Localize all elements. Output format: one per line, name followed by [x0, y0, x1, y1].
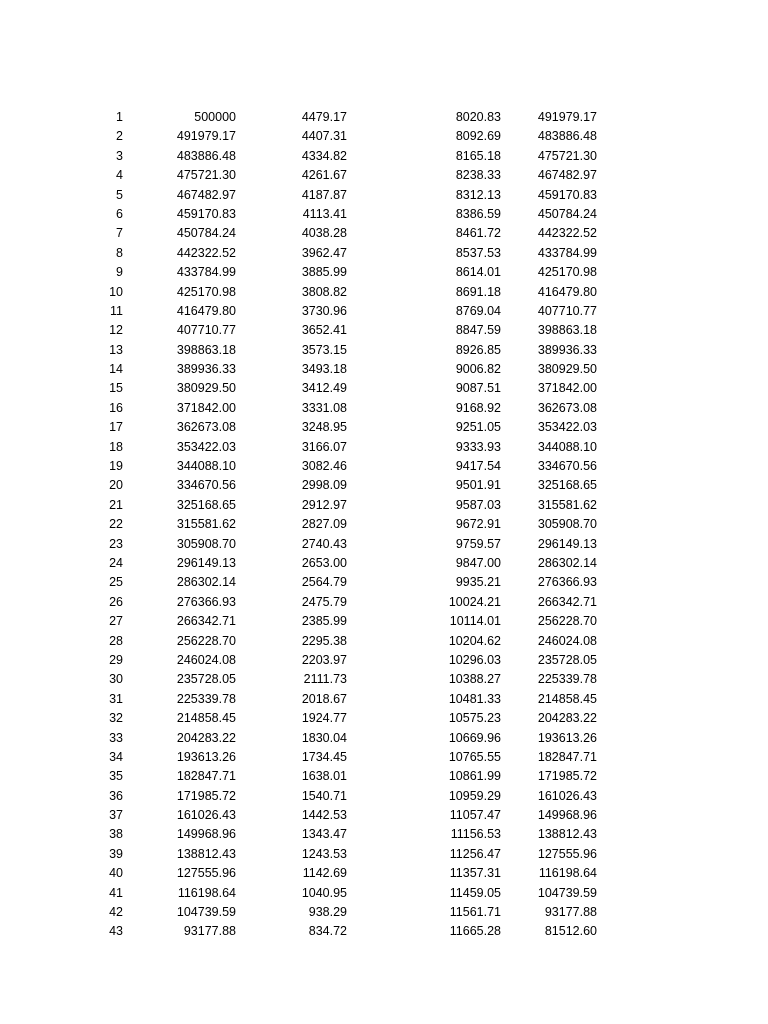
interest-cell: 2564.79 — [301, 575, 347, 590]
principal-cell: 8238.33 — [455, 168, 501, 183]
principal-cell: 8461.72 — [455, 226, 501, 241]
closing-balance-cell: 380929.50 — [537, 362, 597, 377]
principal-cell: 10959.29 — [448, 788, 501, 803]
interest-cell: 1734.45 — [301, 749, 347, 764]
period-cell: 6 — [116, 206, 123, 221]
table-row — [0, 244, 768, 263]
interest-cell: 3730.96 — [301, 303, 347, 318]
opening-balance-cell: 425170.98 — [176, 284, 236, 299]
table-row — [0, 205, 768, 224]
closing-balance-cell: 256228.70 — [537, 614, 597, 629]
opening-balance-cell: 266342.71 — [176, 614, 236, 629]
closing-balance-cell: 149968.96 — [537, 808, 597, 823]
period-cell: 16 — [109, 400, 123, 415]
table-row — [0, 496, 768, 515]
principal-cell: 8614.01 — [455, 265, 501, 280]
closing-balance-cell: 425170.98 — [537, 265, 597, 280]
period-cell: 41 — [109, 885, 123, 900]
table-row — [0, 651, 768, 670]
principal-cell: 11057.47 — [449, 808, 501, 823]
period-cell: 32 — [109, 711, 123, 726]
interest-cell: 2740.43 — [301, 536, 347, 551]
interest-cell: 1343.47 — [301, 827, 347, 842]
opening-balance-cell: 149968.96 — [176, 827, 236, 842]
opening-balance-cell: 116198.64 — [177, 885, 236, 900]
interest-cell: 4187.87 — [301, 187, 347, 202]
opening-balance-cell: 467482.97 — [176, 187, 236, 202]
closing-balance-cell: 116198.64 — [538, 866, 597, 881]
principal-cell: 9672.91 — [455, 517, 501, 532]
table-row — [0, 438, 768, 457]
closing-balance-cell: 467482.97 — [537, 168, 597, 183]
closing-balance-cell: 491979.17 — [537, 110, 597, 124]
closing-balance-cell: 235728.05 — [537, 652, 597, 667]
opening-balance-cell: 182847.71 — [176, 769, 236, 784]
opening-balance-cell: 442322.52 — [176, 245, 236, 260]
principal-cell: 8092.69 — [455, 129, 501, 144]
table-row — [0, 593, 768, 612]
table-row — [0, 806, 768, 825]
interest-cell: 2018.67 — [301, 691, 347, 706]
interest-cell: 4113.41 — [302, 206, 347, 221]
interest-cell: 1540.71 — [301, 788, 347, 803]
table-row — [0, 360, 768, 379]
interest-cell: 4038.28 — [301, 226, 347, 241]
closing-balance-cell: 305908.70 — [537, 517, 597, 532]
principal-cell: 11665.28 — [449, 924, 501, 939]
opening-balance-cell: 204283.22 — [176, 730, 236, 745]
principal-cell: 10669.96 — [448, 730, 501, 745]
period-cell: 17 — [109, 420, 123, 435]
opening-balance-cell: 225339.78 — [176, 691, 236, 706]
table-row — [0, 263, 768, 282]
period-cell: 38 — [109, 827, 123, 842]
table-row — [0, 748, 768, 767]
table-row — [0, 864, 768, 883]
period-cell: 37 — [109, 808, 123, 823]
period-cell: 24 — [109, 555, 123, 570]
principal-cell: 11459.05 — [449, 885, 501, 900]
table-row — [0, 632, 768, 651]
opening-balance-cell: 214858.45 — [176, 711, 236, 726]
interest-cell: 3652.41 — [301, 323, 347, 338]
interest-cell: 3573.15 — [301, 342, 347, 357]
table-row — [0, 690, 768, 709]
closing-balance-cell: 266342.71 — [537, 594, 597, 609]
opening-balance-cell: 433784.99 — [176, 265, 236, 280]
interest-cell: 3331.08 — [301, 400, 347, 415]
interest-cell: 3082.46 — [301, 459, 347, 474]
interest-cell: 2295.38 — [301, 633, 347, 648]
principal-cell: 10575.23 — [448, 711, 501, 726]
interest-cell: 1638.01 — [301, 769, 347, 784]
opening-balance-cell: 325168.65 — [176, 497, 236, 512]
interest-cell: 4334.82 — [301, 148, 347, 163]
closing-balance-cell: 182847.71 — [537, 749, 597, 764]
principal-cell: 11156.53 — [450, 827, 501, 842]
interest-cell: 2653.00 — [301, 555, 347, 570]
closing-balance-cell: 483886.48 — [537, 129, 597, 144]
period-cell: 4 — [116, 168, 123, 183]
table-row — [0, 612, 768, 631]
opening-balance-cell: 246024.08 — [176, 652, 236, 667]
closing-balance-cell: 407710.77 — [537, 303, 597, 318]
interest-cell: 2111.73 — [303, 672, 347, 687]
opening-balance-cell: 296149.13 — [176, 555, 236, 570]
interest-cell: 3962.47 — [301, 245, 347, 260]
table-row — [0, 729, 768, 748]
period-cell: 39 — [109, 846, 123, 861]
period-cell: 1 — [116, 110, 123, 124]
principal-cell: 8165.18 — [455, 148, 501, 163]
opening-balance-cell: 127555.96 — [176, 866, 236, 881]
table-row — [0, 670, 768, 689]
table-row — [0, 166, 768, 185]
table-row — [0, 787, 768, 806]
period-cell: 42 — [109, 905, 123, 920]
closing-balance-cell: 127555.96 — [537, 846, 597, 861]
opening-balance-cell: 138812.43 — [176, 846, 236, 861]
closing-balance-cell: 171985.72 — [537, 769, 597, 784]
principal-cell: 10114.01 — [449, 614, 501, 629]
principal-cell: 11561.71 — [449, 905, 501, 920]
table-row — [0, 379, 768, 398]
interest-cell: 2998.09 — [301, 478, 347, 493]
closing-balance-cell: 315581.62 — [537, 497, 597, 512]
table-row — [0, 554, 768, 573]
period-cell: 14 — [109, 362, 123, 377]
opening-balance-cell: 416479.80 — [176, 303, 236, 318]
period-cell: 3 — [116, 148, 123, 163]
closing-balance-cell: 104739.59 — [537, 885, 597, 900]
closing-balance-cell: 325168.65 — [537, 478, 597, 493]
opening-balance-cell: 171985.72 — [176, 788, 236, 803]
principal-cell: 8847.59 — [455, 323, 501, 338]
principal-cell: 11357.31 — [449, 866, 501, 881]
table-row — [0, 457, 768, 476]
principal-cell: 9333.93 — [455, 439, 501, 454]
principal-cell: 9417.54 — [455, 459, 501, 474]
period-cell: 12 — [109, 323, 123, 338]
interest-cell: 3808.82 — [301, 284, 347, 299]
opening-balance-cell: 362673.08 — [176, 420, 236, 435]
closing-balance-cell: 442322.52 — [537, 226, 597, 241]
closing-balance-cell: 362673.08 — [537, 400, 597, 415]
period-cell: 34 — [109, 749, 123, 764]
opening-balance-cell: 344088.10 — [176, 459, 236, 474]
closing-balance-cell: 344088.10 — [537, 439, 597, 454]
period-cell: 8 — [116, 245, 123, 260]
principal-cell: 8386.59 — [455, 206, 501, 221]
period-cell: 35 — [109, 769, 123, 784]
period-cell: 31 — [109, 691, 123, 706]
closing-balance-cell: 450784.24 — [537, 206, 597, 221]
closing-balance-cell: 214858.45 — [537, 691, 597, 706]
principal-cell: 10861.99 — [448, 769, 501, 784]
principal-cell: 10204.62 — [448, 633, 501, 648]
table-row — [0, 767, 768, 786]
principal-cell: 9935.21 — [455, 575, 501, 590]
interest-cell: 3493.18 — [301, 362, 347, 377]
table-row — [0, 108, 768, 127]
closing-balance-cell: 138812.43 — [537, 827, 597, 842]
table-row — [0, 186, 768, 205]
closing-balance-cell: 246024.08 — [537, 633, 597, 648]
closing-balance-cell: 398863.18 — [537, 323, 597, 338]
period-cell: 40 — [109, 866, 123, 881]
interest-cell: 2475.79 — [301, 594, 347, 609]
principal-cell: 9006.82 — [455, 362, 501, 377]
opening-balance-cell: 353422.03 — [176, 439, 236, 454]
opening-balance-cell: 491979.17 — [176, 129, 236, 144]
table-row — [0, 573, 768, 592]
principal-cell: 10388.27 — [448, 672, 501, 687]
interest-cell: 4261.67 — [301, 168, 347, 183]
principal-cell: 10296.03 — [448, 652, 501, 667]
period-cell: 29 — [109, 652, 123, 667]
principal-cell: 8926.85 — [455, 342, 501, 357]
period-cell: 20 — [109, 478, 123, 493]
closing-balance-cell: 334670.56 — [537, 459, 597, 474]
closing-balance-cell: 161026.43 — [537, 788, 597, 803]
period-cell: 2 — [116, 129, 123, 144]
period-cell: 10 — [109, 284, 123, 299]
period-cell: 21 — [109, 497, 123, 512]
opening-balance-cell: 334670.56 — [176, 478, 236, 493]
interest-cell: 2203.97 — [301, 652, 347, 667]
period-cell: 11 — [110, 303, 123, 318]
interest-cell: 4479.17 — [301, 110, 347, 124]
interest-cell: 3885.99 — [301, 265, 347, 280]
principal-cell: 8020.83 — [455, 110, 501, 124]
table-row — [0, 845, 768, 864]
opening-balance-cell: 193613.26 — [176, 749, 236, 764]
period-cell: 15 — [109, 381, 123, 396]
interest-cell: 2912.97 — [301, 497, 347, 512]
opening-balance-cell: 380929.50 — [176, 381, 236, 396]
principal-cell: 8537.53 — [455, 245, 501, 260]
table-row — [0, 321, 768, 340]
period-cell: 36 — [109, 788, 123, 803]
table-row — [0, 535, 768, 554]
opening-balance-cell: 459170.83 — [176, 206, 236, 221]
period-cell: 18 — [109, 439, 123, 454]
table-row — [0, 224, 768, 243]
opening-balance-cell: 256228.70 — [176, 633, 236, 648]
amortization-table — [0, 108, 768, 942]
table-row — [0, 476, 768, 495]
principal-cell: 9587.03 — [455, 497, 501, 512]
opening-balance-cell: 500000 — [194, 110, 236, 124]
closing-balance-cell: 276366.93 — [537, 575, 597, 590]
opening-balance-cell: 161026.43 — [176, 808, 236, 823]
table-row — [0, 127, 768, 146]
closing-balance-cell: 416479.80 — [537, 284, 597, 299]
closing-balance-cell: 459170.83 — [537, 187, 597, 202]
principal-cell: 8691.18 — [455, 284, 501, 299]
table-row — [0, 399, 768, 418]
interest-cell: 2827.09 — [301, 517, 347, 532]
period-cell: 9 — [116, 265, 123, 280]
interest-cell: 1442.53 — [301, 808, 347, 823]
period-cell: 23 — [109, 536, 123, 551]
opening-balance-cell: 276366.93 — [176, 594, 236, 609]
closing-balance-cell: 296149.13 — [537, 536, 597, 551]
closing-balance-cell: 353422.03 — [537, 420, 597, 435]
interest-cell: 4407.31 — [301, 129, 347, 144]
opening-balance-cell: 235728.05 — [176, 672, 236, 687]
table-row — [0, 825, 768, 844]
principal-cell: 9501.91 — [455, 478, 501, 493]
closing-balance-cell: 81512.60 — [544, 924, 597, 939]
opening-balance-cell: 315581.62 — [176, 517, 236, 532]
table-row — [0, 515, 768, 534]
principal-cell: 10765.55 — [448, 749, 501, 764]
table-row — [0, 302, 768, 321]
period-cell: 30 — [109, 672, 123, 687]
opening-balance-cell: 483886.48 — [176, 148, 236, 163]
interest-cell: 1142.69 — [302, 866, 347, 881]
period-cell: 28 — [109, 633, 123, 648]
principal-cell: 9759.57 — [455, 536, 501, 551]
interest-cell: 1243.53 — [301, 846, 347, 861]
principal-cell: 9251.05 — [455, 420, 501, 435]
interest-cell: 3166.07 — [301, 439, 347, 454]
table-row — [0, 147, 768, 166]
opening-balance-cell: 371842.00 — [176, 400, 236, 415]
interest-cell: 3248.95 — [301, 420, 347, 435]
interest-cell: 2385.99 — [301, 614, 347, 629]
principal-cell: 9168.92 — [455, 400, 501, 415]
closing-balance-cell: 193613.26 — [537, 730, 597, 745]
table-row — [0, 922, 768, 941]
opening-balance-cell: 286302.14 — [176, 575, 236, 590]
closing-balance-cell: 475721.30 — [537, 148, 597, 163]
period-cell: 43 — [109, 924, 123, 939]
period-cell: 13 — [109, 342, 123, 357]
period-cell: 22 — [109, 517, 123, 532]
period-cell: 5 — [116, 187, 123, 202]
period-cell: 33 — [109, 730, 123, 745]
period-cell: 25 — [109, 575, 123, 590]
closing-balance-cell: 225339.78 — [537, 672, 597, 687]
opening-balance-cell: 475721.30 — [176, 168, 236, 183]
table-row — [0, 341, 768, 360]
principal-cell: 10481.33 — [448, 691, 501, 706]
period-cell: 19 — [109, 459, 123, 474]
table-row — [0, 884, 768, 903]
table-row — [0, 709, 768, 728]
table-row — [0, 903, 768, 922]
closing-balance-cell: 371842.00 — [537, 381, 597, 396]
interest-cell: 1830.04 — [301, 730, 347, 745]
opening-balance-cell: 450784.24 — [176, 226, 236, 241]
interest-cell: 3412.49 — [301, 381, 347, 396]
interest-cell: 834.72 — [308, 924, 347, 939]
opening-balance-cell: 407710.77 — [176, 323, 236, 338]
closing-balance-cell: 389936.33 — [537, 342, 597, 357]
table-row — [0, 418, 768, 437]
closing-balance-cell: 204283.22 — [537, 711, 597, 726]
interest-cell: 938.29 — [308, 905, 347, 920]
closing-balance-cell: 433784.99 — [537, 245, 597, 260]
period-cell: 27 — [109, 614, 123, 629]
principal-cell: 8769.04 — [455, 303, 501, 318]
closing-balance-cell: 286302.14 — [537, 555, 597, 570]
opening-balance-cell: 389936.33 — [176, 362, 236, 377]
closing-balance-cell: 93177.88 — [544, 905, 597, 920]
period-cell: 26 — [109, 594, 123, 609]
principal-cell: 10024.21 — [448, 594, 501, 609]
principal-cell: 11256.47 — [449, 846, 501, 861]
period-cell: 7 — [116, 226, 123, 241]
principal-cell: 9087.51 — [455, 381, 501, 396]
opening-balance-cell: 104739.59 — [176, 905, 236, 920]
opening-balance-cell: 398863.18 — [176, 342, 236, 357]
interest-cell: 1040.95 — [301, 885, 347, 900]
principal-cell: 9847.00 — [455, 555, 501, 570]
opening-balance-cell: 93177.88 — [183, 924, 236, 939]
table-row — [0, 283, 768, 302]
principal-cell: 8312.13 — [455, 187, 501, 202]
opening-balance-cell: 305908.70 — [176, 536, 236, 551]
interest-cell: 1924.77 — [301, 711, 347, 726]
